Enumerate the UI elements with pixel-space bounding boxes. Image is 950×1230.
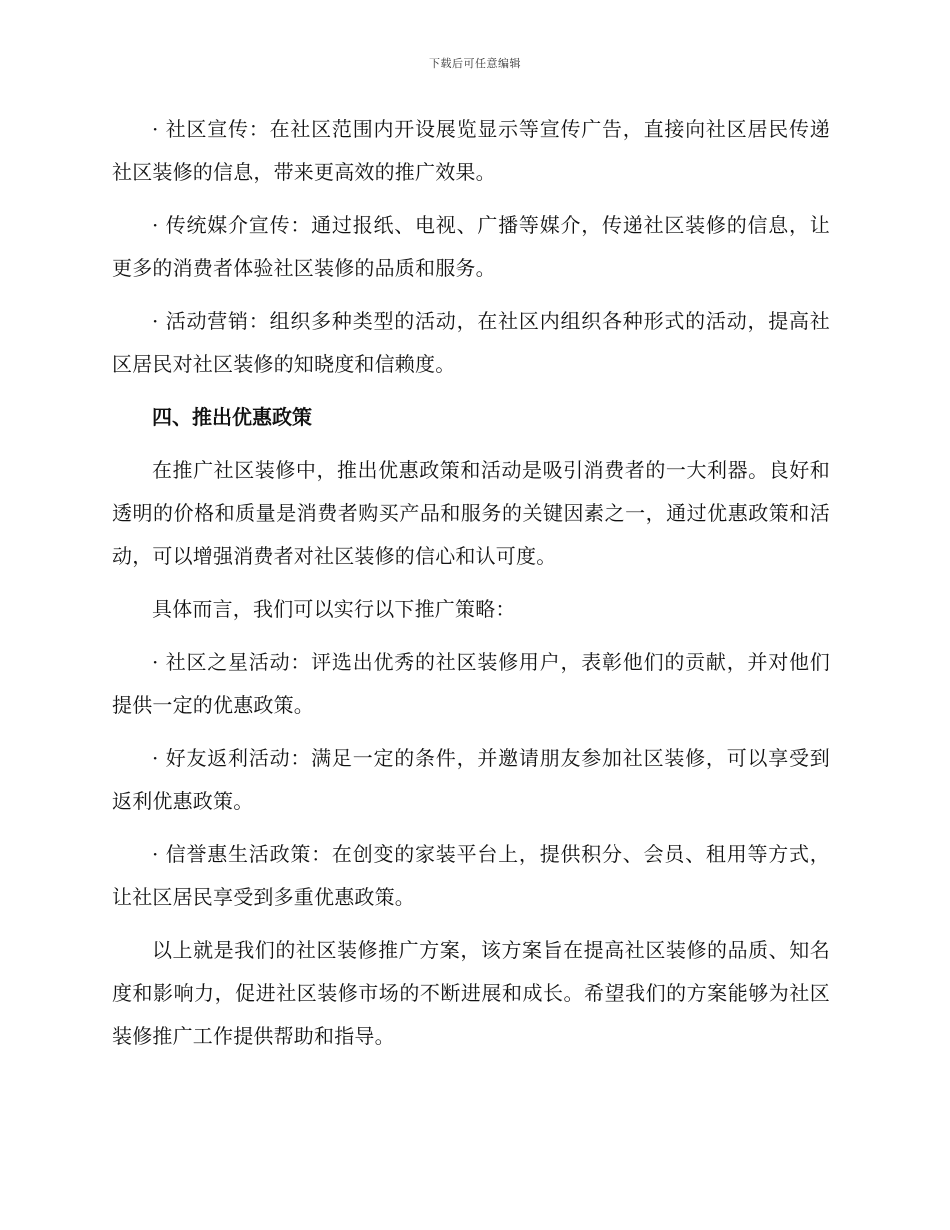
bullet-traditional-media: · 传统媒介宣传：通过报纸、电视、广播等媒介，传递社区装修的信息，让更多的消费者体验社区装修的品质和服务。 xyxy=(112,213,830,280)
paragraph-discount-intro: 在推广社区装修中，推出优惠政策和活动是吸引消费者的一大利器。良好和透明的价格和质量是消费者购买产品和服务的关键因素之一，通过优惠政策和活动，可以增强消费者对社区装修的信心和认可度。 xyxy=(112,458,830,568)
bullet-credit-policy: · 信誉惠生活政策：在创变的家装平台上，提供积分、会员、租用等方式，让社区居民享受到多重优惠政策。 xyxy=(112,842,830,909)
bullet-community-star: · 社区之星活动：评选出优秀的社区装修用户，表彰他们的贡献，并对他们提供一定的优惠政策。 xyxy=(112,650,830,717)
paragraph-strategy-intro: 具体而言，我们可以实行以下推广策略： xyxy=(152,597,516,621)
paragraph-conclusion: 以上就是我们的社区装修推广方案，该方案旨在提高社区装修的品质、知名度和影响力，促进社区装修市场的不断进展和成长。希望我们的方案能够为社区装修推广工作提供帮助和指导。 xyxy=(112,938,830,1048)
document-body xyxy=(112,108,830,1068)
page-header: 下载后可任意编辑 xyxy=(429,57,521,70)
bullet-community-promotion: · 社区宣传：在社区范围内开设展览显示等宣传广告，直接向社区居民传递社区装修的信息，带来更高效的推广效果。 xyxy=(112,117,830,184)
bullet-event-marketing: · 活动营销：组织多种类型的活动，在社区内组织各种形式的活动，提高社区居民对社区装修的知晓度和信赖度。 xyxy=(112,309,830,376)
section-heading: 四、推出优惠政策 xyxy=(152,405,312,429)
bullet-friend-rebate: · 好友返利活动：满足一定的条件，并邀请朋友参加社区装修，可以享受到返利优惠政策。 xyxy=(112,746,830,813)
